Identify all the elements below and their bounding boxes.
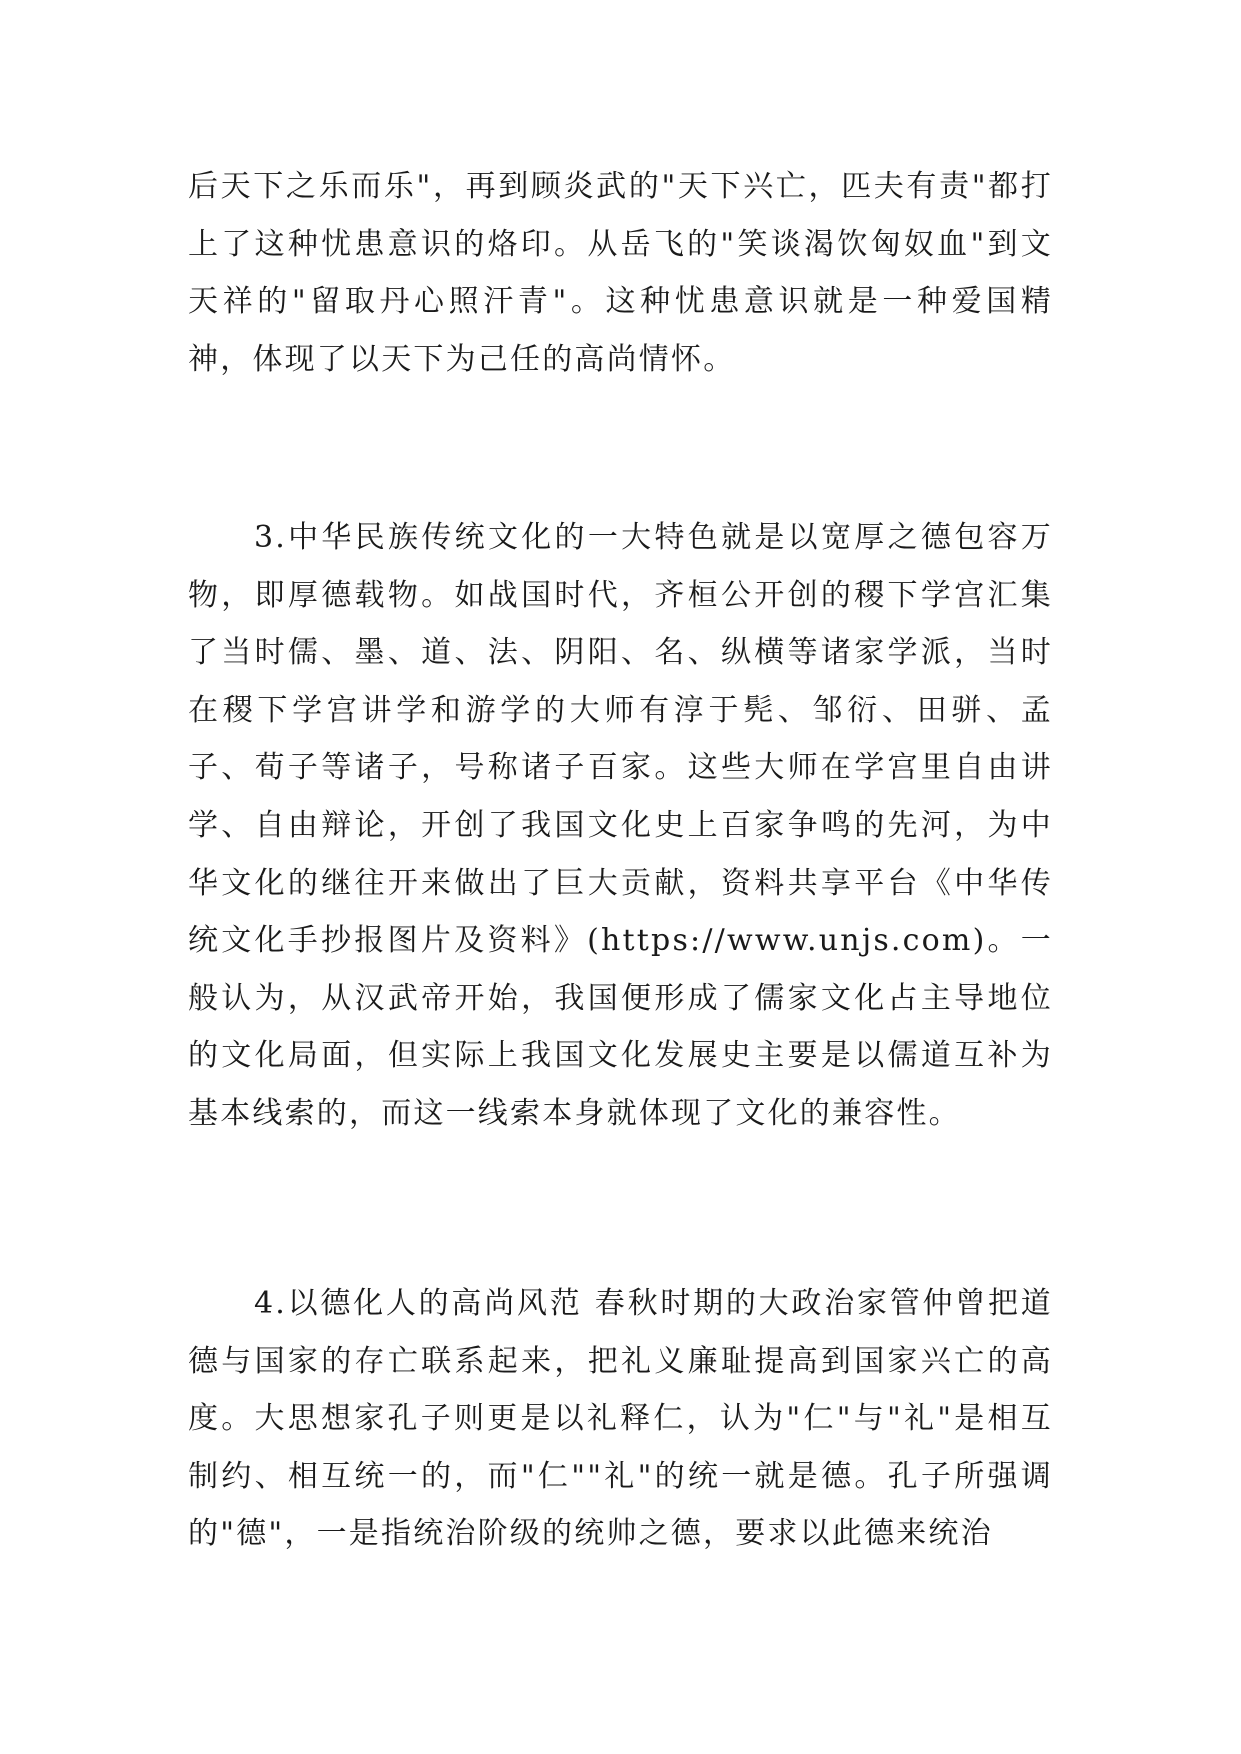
paragraph-3: 3.中华民族传统文化的一大特色就是以宽厚之德包容万物，即厚德载物。如战国时代，齐桓公开创的稷下学宫汇集了当时儒、墨、道、法、阴阳、名、纵横等诸家学派，当时在稷下学宫讲学和游学的大师有淳于髡、邹衍、田骈、孟子、荀子等诸子，号称诸子百家。这些大师在学宫里自由讲学、自由辩论，开创了我国文化史上百家争鸣的先河，为中华文化的继往开来做出了巨大贡献，资料共享平台《中华传统文化手抄报图片及资料》(https://www.unjs.com)。一般认为，从汉武帝开始，我国便形成了儒家文化占主导地位的文化局面，但实际上我国文化发展史主要是以儒道互补为基本线索的，而这一线索本身就体现了文化的兼容性。 [188, 520, 1053, 1131]
paragraph-4: 4.以德化人的高尚风范 春秋时期的大政治家管仲曾把道德与国家的存亡联系起来，把礼义廉耻提高到国家兴亡的高度。大思想家孔子则更是以礼释仁，认为"仁"与"礼"是相互制约、相互统一的，而"仁""礼"的统一就是德。孔子所强调的"德"，一是指统治阶级的统帅之德，要求以此德来统治 [188, 1286, 1053, 1552]
paragraph-continuation: 后天下之乐而乐"，再到顾炎武的"天下兴亡，匹夫有责"都打上了这种忧患意识的烙印。从岳飞的"笑谈渴饮匈奴血"到文天祥的"留取丹心照汗青"。这种忧患意识就是一种爱国精神，体现了以天下为己任的高尚情怀。 [188, 169, 1053, 377]
